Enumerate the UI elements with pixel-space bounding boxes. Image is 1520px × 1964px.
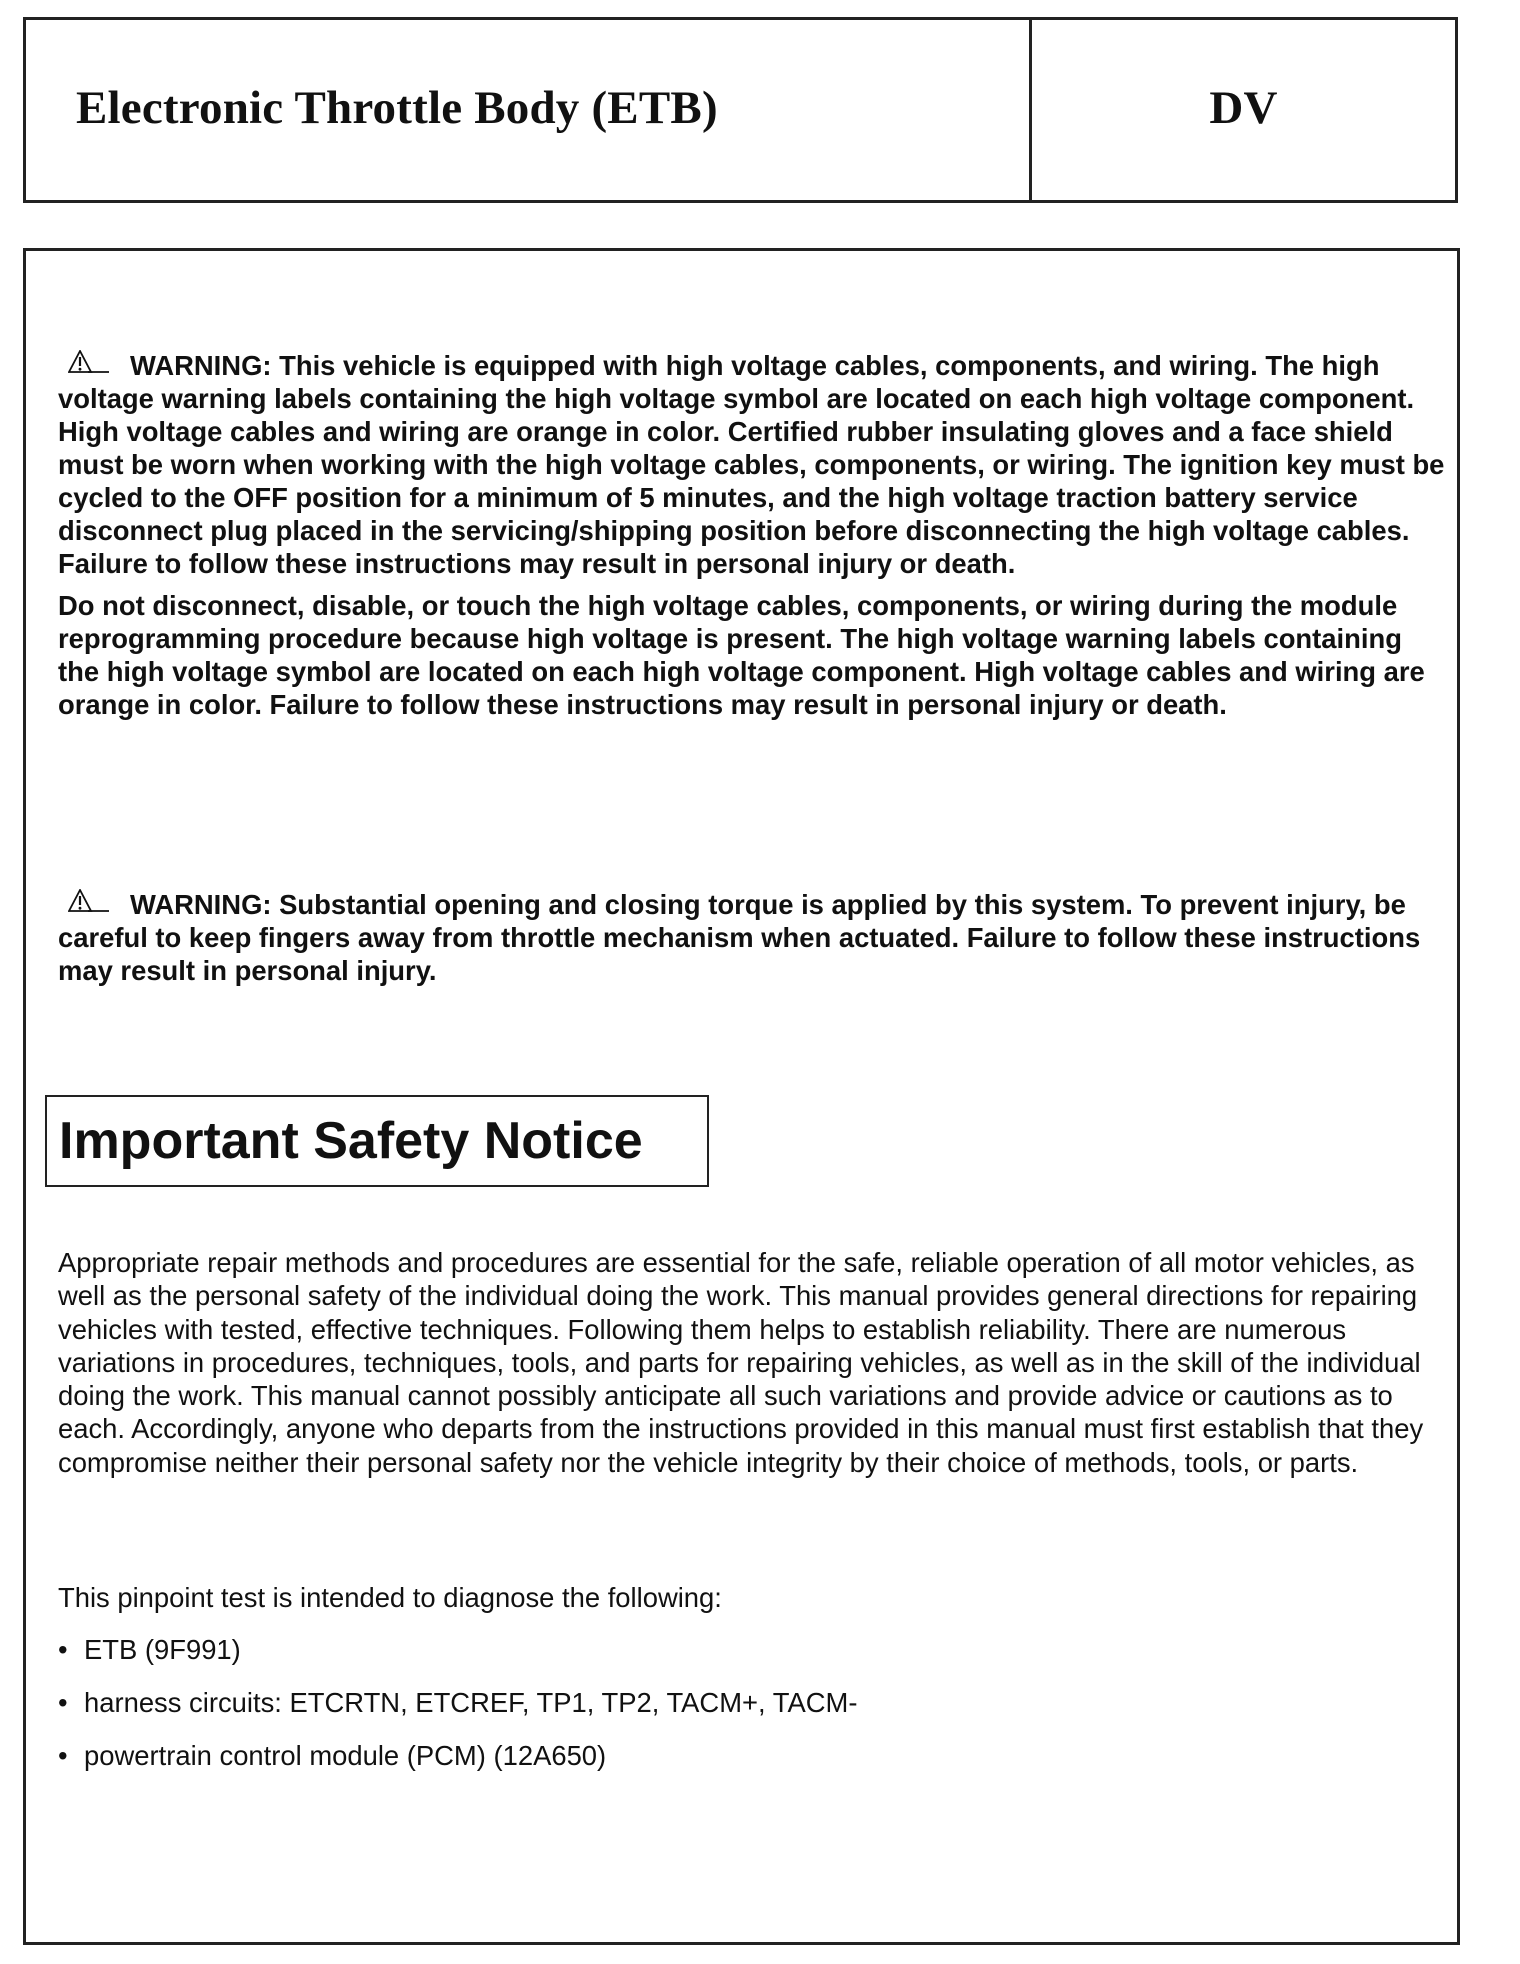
list-item xyxy=(58,1739,1448,1772)
bullet: • xyxy=(58,1687,68,1718)
warning-paragraph xyxy=(58,349,1448,580)
notice-title-box xyxy=(45,1095,709,1187)
warning-triangle-icon xyxy=(68,350,110,374)
header-box xyxy=(23,17,1458,203)
section-code: DV xyxy=(1209,82,1278,134)
warning-text: WARNING: Substantial opening and closing torque is applied by this system. To prevent injury, be careful to keep fingers away from throttle mechanism when actuated. Failure to follow these instructions may result in personal injury. xyxy=(58,889,1421,986)
notice-title: Important Safety Notice xyxy=(59,1112,643,1170)
warning-triangle-icon xyxy=(68,889,110,913)
bullet: • xyxy=(58,1740,68,1771)
header-code-cell xyxy=(1032,20,1455,200)
list-item-text: ETB (9F991) xyxy=(84,1634,241,1665)
bullet: • xyxy=(58,1634,68,1665)
torque-warning xyxy=(58,888,1448,987)
list-item xyxy=(58,1633,1448,1666)
list-item-text: powertrain control module (PCM) (12A650) xyxy=(84,1740,607,1771)
pinpoint-intro: This pinpoint test is intended to diagnose the following: xyxy=(58,1582,722,1613)
notice-paragraph: Appropriate repair methods and procedures are essential for the safe, reliable operation of all motor vehicles, as well as the personal safety of the individual doing the work. This manual provides general directions for repairing vehicles with tested, effective techniques. Following them helps to establish reliability. There are numerous variations in procedures, techniques, tools, and parts for repairing vehicles, as well as in the skill of the individual doing the work. This manual cannot possibly anticipate all such variations and provide advice or cautions as to each. Accordingly, anyone who departs from the instructions provided in this manual must first establish that they compromise neither their personal safety nor the vehicle integrity by their choice of methods, tools, or parts. xyxy=(58,1247,1424,1478)
warning-paragraph xyxy=(58,589,1448,721)
notice-body xyxy=(58,1246,1458,1479)
pinpoint-list xyxy=(58,1633,1448,1792)
warning-text: Do not disconnect, disable, or touch the high voltage cables, components, or wiring during the module reprogramming procedure because high voltage is present. The high voltage warning labels containing the high voltage symbol are located on each high voltage component. High voltage cables and wiring are orange in color. Failure to follow these instructions may result in personal injury or death. xyxy=(58,590,1425,720)
header-title-cell xyxy=(26,20,1032,200)
page-title: Electronic Throttle Body (ETB) xyxy=(76,82,718,134)
list-item-text: harness circuits: ETCRTN, ETCREF, TP1, TP2, TACM+, TACM- xyxy=(84,1687,858,1718)
content-box xyxy=(23,248,1460,1945)
list-item xyxy=(58,1686,1448,1719)
high-voltage-warning xyxy=(58,349,1448,721)
warning-text: WARNING: This vehicle is equipped with high voltage cables, components, and wiring. The high voltage warning labels containing the high voltage symbol are located on each high voltage component. High voltage cables and wiring are orange in color. Certified rubber insulating gloves and a face shield must be worn when working with the high voltage cables, components, or wiring. The ignition key must be cycled to the OFF position for a minimum of 5 minutes, and the high voltage traction battery service disconnect plug placed in the servicing/shipping position before disconnecting the high voltage cables. Failure to follow these instructions may result in personal injury or death. xyxy=(58,350,1445,579)
warning-paragraph xyxy=(58,888,1448,987)
